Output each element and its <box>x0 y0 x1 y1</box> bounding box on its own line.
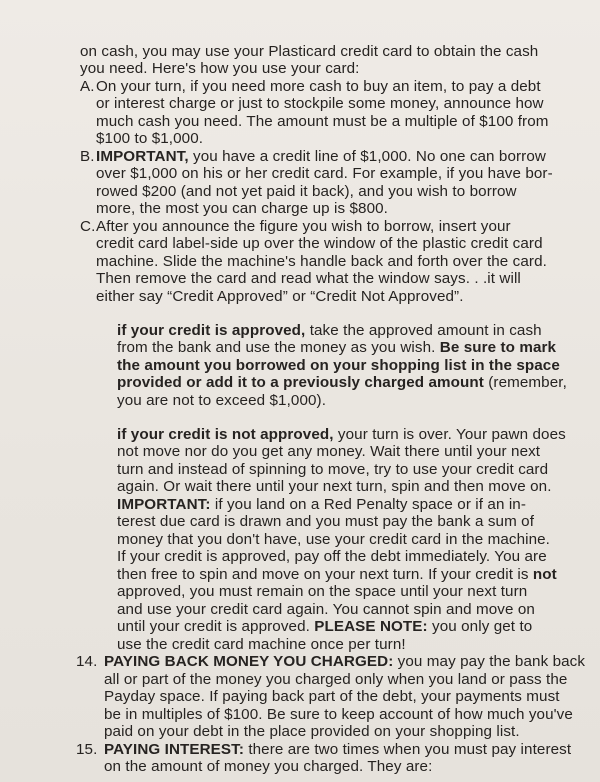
step-b-label: B. <box>80 148 95 165</box>
not-approved-line-12-text: until your credit is approved. <box>117 618 315 635</box>
not-approved-line-9 <box>117 566 557 584</box>
step-c-line-3: machine. Slide the machine's handle back and forth over the card. <box>96 253 547 270</box>
not-approved-line-5-text: if you land on a Red Penalty space or if an in- <box>210 496 527 513</box>
step-c-line-5: either say “Credit Approved” or “Credit Not Approved”. <box>96 288 464 305</box>
approved-heading: if your credit is approved, <box>117 322 306 339</box>
step-c-line-4: Then remove the card and read what the window says. . .it will <box>96 270 521 287</box>
step-b-line-4: more, the most you can charge up is $800. <box>96 200 388 217</box>
step-b-lead: IMPORTANT, <box>96 148 189 165</box>
step-a-line-1: On your turn, if you need more cash to buy an item, to pay a debt <box>96 78 541 95</box>
item-14-line-2: all or part of the money you charged only when you land or pass the <box>104 671 568 688</box>
approved-line-5: you are not to exceed $1,000). <box>117 392 327 409</box>
step-c-label: C. <box>80 218 96 235</box>
not-approved-line-8: If your credit is approved, pay off the debt immediately. You are <box>117 548 547 565</box>
item-14-line-5: paid on your debt in the place provided on your shopping list. <box>104 723 520 740</box>
item-14-line-1-text: you may pay the bank back <box>393 653 586 670</box>
item-15-line-2: on the amount of money you charged. They are: <box>104 758 433 775</box>
step-b-line-2: over $1,000 on his or her credit card. For example, if you have bor- <box>96 165 553 182</box>
item-15-number: 15. <box>76 741 98 758</box>
item-15-line-1-text: there are two times when you must pay interest <box>244 741 572 758</box>
approved-line-4-bold: provided or add it to a previously charged amount <box>117 374 484 391</box>
not-approved-line-11: and use your credit card again. You cannot spin and move on <box>117 601 535 618</box>
not-approved-line-6: terest due card is drawn and you must pay the bank a sum of <box>117 513 535 530</box>
approved-line-3 <box>117 357 560 375</box>
intro-line-2: you need. Here's how you use your card: <box>80 60 360 77</box>
approved-line-2-text: from the bank and use the money as you wish. <box>117 339 440 356</box>
step-a-line-3: much cash you need. The amount must be a multiple of $100 from <box>96 113 549 130</box>
approved-line-2 <box>117 339 556 357</box>
important-label: IMPORTANT: <box>117 496 211 513</box>
step-a-label: A. <box>80 78 95 95</box>
not-approved-line-7: money that you don't have, use your credit card in the machine. <box>117 531 551 548</box>
approved-line-1 <box>117 322 542 340</box>
step-a-line-2: or interest charge or just to stockpile some money, announce how <box>96 95 544 112</box>
approved-line-3-bold: the amount you borrowed on your shopping list in the space <box>117 357 560 374</box>
approved-line-4 <box>117 374 567 392</box>
item-14-line-1 <box>104 653 585 671</box>
step-a-line-4: $100 to $1,000. <box>96 130 204 147</box>
item-14-heading: PAYING BACK MONEY YOU CHARGED: <box>104 653 394 670</box>
approved-line-4-text: (remember, <box>483 374 567 391</box>
not-approved-heading: if your credit is not approved, <box>117 426 334 443</box>
not-approved-line-12 <box>117 618 532 636</box>
not-approved-line-1-text: your turn is over. Your pawn does <box>333 426 566 443</box>
step-c-line-1: After you announce the figure you wish to borrow, insert your <box>96 218 511 235</box>
approved-line-2-bold: Be sure to mark <box>439 339 557 356</box>
not-approved-line-9-text: then free to spin and move on your next turn. If your credit is <box>117 566 533 583</box>
not-approved-line-9-bold: not <box>532 566 557 583</box>
not-approved-line-3: turn and instead of spinning to move, try to use your credit card <box>117 461 549 478</box>
step-c-line-2: credit card label-side up over the window of the plastic credit card <box>96 235 543 252</box>
step-b-line-3: rowed $200 (and not yet paid it back), and you wish to borrow <box>96 183 517 200</box>
not-approved-line-12-rest: you only get to <box>427 618 533 635</box>
item-15-line-1 <box>104 741 571 759</box>
not-approved-line-4: again. Or wait there until your next turn, spin and then move on. <box>117 478 552 495</box>
item-14-number: 14. <box>76 653 98 670</box>
please-note-label: PLEASE NOTE: <box>314 618 428 635</box>
item-14-line-4: be in multiples of $100. Be sure to keep account of how much you've <box>104 706 573 723</box>
item-15-heading: PAYING INTEREST: <box>104 741 244 758</box>
intro-line-1: on cash, you may use your Plasticard credit card to obtain the cash <box>80 43 539 60</box>
item-14-line-3: Payday space. If paying back part of the debt, your payments must <box>104 688 560 705</box>
approved-line-1-text: take the approved amount in cash <box>305 322 542 339</box>
step-b-line-1-text: you have a credit line of $1,000. No one can borrow <box>188 148 546 165</box>
not-approved-line-2: not move nor do you get any money. Wait there until your next <box>117 443 541 460</box>
not-approved-line-5 <box>117 496 526 514</box>
not-approved-line-1 <box>117 426 566 444</box>
not-approved-line-10: approved, you must remain on the space until your next turn <box>117 583 528 600</box>
not-approved-line-13: use the credit card machine once per turn! <box>117 636 406 653</box>
step-b-line-1 <box>96 148 546 166</box>
